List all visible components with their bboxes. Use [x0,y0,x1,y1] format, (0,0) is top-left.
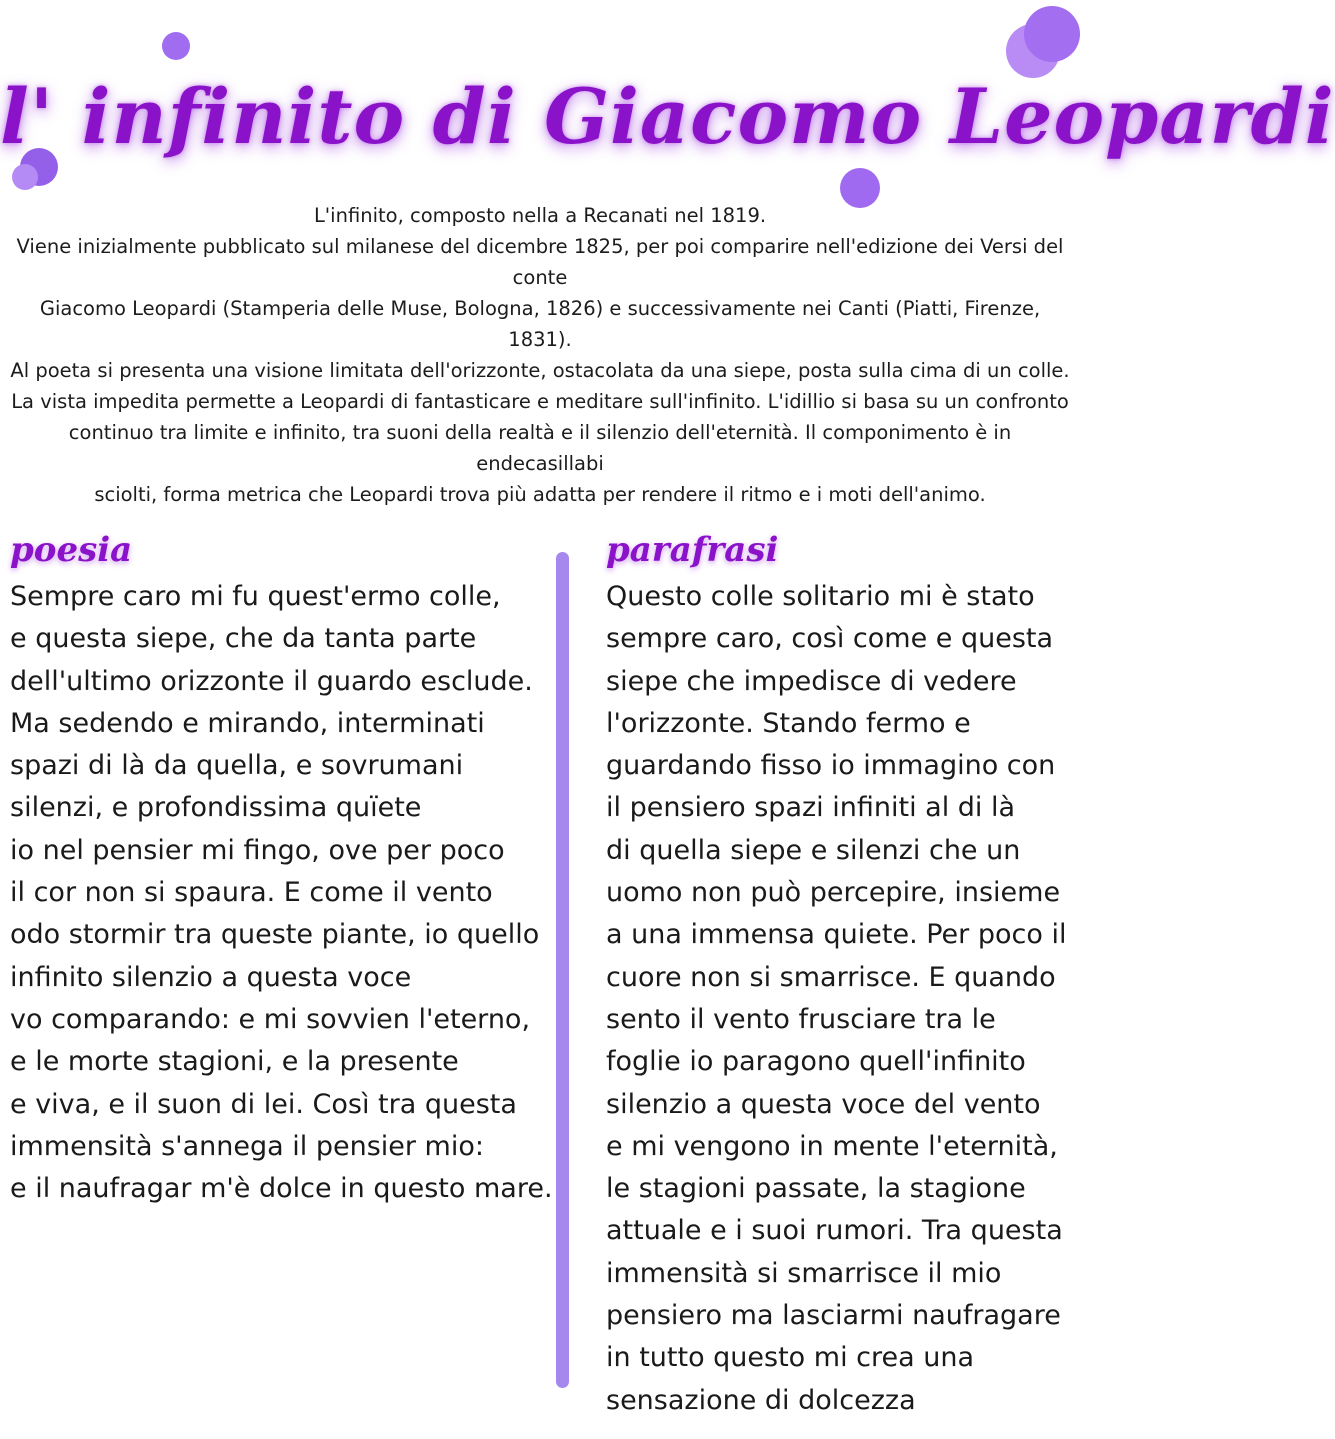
poem-line: infinito silenzio a questa voce [10,961,412,993]
paraphrase-line: il pensiero spazi infiniti al di là [606,792,1016,824]
intro-line: Giacomo Leopardi (Stamperia delle Muse, Bologna, 1826) e successivamente nei Canti (Piatti, Firenze, 1831). [39,297,1041,351]
paraphrase-line: l'orizzonte. Stando fermo e [606,707,971,739]
decor-dot [162,32,190,60]
paraphrase-line: sento il vento frusciare tra le [606,1003,996,1035]
poem-line: e questa siepe, che da tanta parte [10,623,477,655]
paraphrase-line: pensiero ma lasciarmi naufragare [606,1300,1061,1332]
poem-line: odo stormir tra queste piante, io quello [10,919,540,951]
paraphrase-line: foglie io paragono quell'infinito [606,1046,1026,1078]
paraphrase-line: a una immensa quiete. Per poco il [606,919,1067,951]
paraphrase-line: e mi vengono in mente l'eternità, [606,1130,1058,1162]
intro-line: sciolti, forma metrica che Leopardi trova più adatta per rendere il ritmo e i moti dell'animo. [94,483,986,506]
poem-line: il cor non si spaura. E come il vento [10,877,493,909]
poem-line: Ma sedendo e mirando, interminati [10,707,485,739]
poesia-heading: poesia [10,530,133,570]
paraphrase-line: guardando fisso io immagino con [606,750,1056,782]
column-divider [556,552,569,1388]
intro-line: L'infinito, composto nella a Recanati nel 1819. [313,204,767,227]
intro-line: Al poeta si presenta una visione limitata dell'orizzonte, ostacolata da una siepe, posta sulla cima di un colle. [10,359,1070,382]
paraphrase-line: siepe che impedisce di vedere [606,665,1017,697]
paraphrase-line: sempre caro, così come e questa [606,623,1054,655]
paraphrase-line: cuore non si smarrisce. E quando [606,961,1056,993]
poem-line: vo comparando: e mi sovvien l'eterno, [10,1003,531,1035]
paraphrase-line: attuale e i suoi rumori. Tra questa [606,1215,1063,1247]
intro-paragraph [10,200,1070,510]
poem-line: silenzi, e profondissima quïete [10,792,422,824]
paraphrase-line: immensità si smarrisce il mio [606,1257,1002,1289]
paraphrase-line: in tutto questo mi crea una [606,1342,975,1374]
paraphrase-line: di quella siepe e silenzi che un [606,834,1021,866]
paraphrase-line: silenzio a questa voce del vento [606,1088,1041,1120]
poem-line: immensità s'annega il pensier mio: [10,1130,484,1162]
paraphrase-line: le stagioni passate, la stagione [606,1173,1026,1205]
intro-line: La vista impedita permette a Leopardi di fantasticare e meditare sull'infinito. L'idillio si basa su un confronto [11,390,1069,413]
poem-line: e le morte stagioni, e la presente [10,1046,459,1078]
poem-line: e viva, e il suon di lei. Così tra questa [10,1088,517,1120]
page-title: l' infinito di Giacomo Leopardi [0,72,1335,161]
poesia-text [10,576,553,1210]
paraphrase-line: Questo colle solitario mi è stato [606,581,1035,612]
poem-line: io nel pensier mi fingo, ove per poco [10,834,505,866]
intro-line: continuo tra limite e infinito, tra suoni della realtà e il silenzio dell'eternità. Il componimento è in endecasillabi [68,421,1012,475]
paraphrase-line: sensazione di dolcezza [606,1384,916,1416]
poem-line: Sempre caro mi fu quest'ermo colle, [10,581,501,612]
poem-line: e il naufragar m'è dolce in questo mare. [10,1173,553,1205]
poem-line: spazi di là da quella, e sovrumani [10,750,464,782]
intro-line: Viene inizialmente pubblicato sul milanese del dicembre 1825, per poi comparire nell'edizione dei Versi del conte [16,235,1064,289]
poem-line: dell'ultimo orizzonte il guardo esclude. [10,665,533,697]
parafrasi-text [606,576,1071,1422]
paraphrase-line: uomo non può percepire, insieme [606,877,1061,909]
decor-dot [1024,6,1080,62]
parafrasi-heading: parafrasi [606,530,779,570]
